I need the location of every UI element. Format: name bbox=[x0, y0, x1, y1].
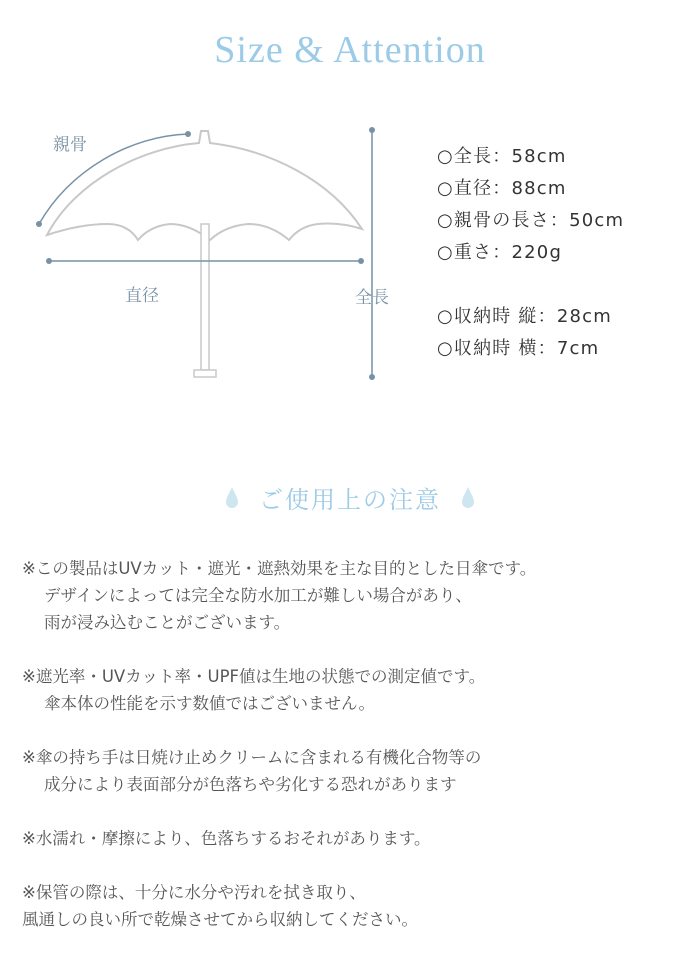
note-line: ※傘の持ち手は日焼け止めクリームに含まれる有機化合物等の bbox=[22, 748, 482, 767]
spec-weight: ○重さ：220g bbox=[437, 242, 563, 263]
umbrella-shaft bbox=[201, 224, 209, 370]
note-line: 傘本体の性能を示す数値ではございません。 bbox=[44, 694, 375, 713]
water-drop-icon bbox=[460, 486, 476, 510]
note-item bbox=[22, 879, 692, 933]
spec-total-length: ○全長：58cm bbox=[437, 146, 567, 167]
umbrella-size-diagram bbox=[0, 110, 430, 400]
notice-title: ご使用上の注意 bbox=[259, 486, 441, 514]
notice-heading bbox=[0, 480, 700, 520]
water-drop-icon bbox=[224, 486, 240, 510]
diameter-start-dot bbox=[46, 258, 52, 264]
diameter-label: 直径 bbox=[125, 286, 159, 306]
note-line: デザインによっては完全な防水加工が難しい場合があり、 bbox=[44, 586, 472, 605]
note-line: 雨が浸み込むことがございます。 bbox=[44, 613, 291, 632]
notes-list bbox=[22, 555, 692, 960]
total-length-bottom-dot bbox=[369, 374, 375, 380]
spec-folded-height: ○収納時 縦：28cm bbox=[437, 306, 612, 327]
note-line: ※遮光率・UVカット率・UPF値は生地の状態での測定値です。 bbox=[22, 667, 486, 686]
note-line: ※水濡れ・摩擦により、色落ちするおそれがあります。 bbox=[22, 829, 431, 848]
note-item bbox=[22, 825, 692, 852]
note-item bbox=[22, 555, 692, 636]
spec-diameter: ○直径：88cm bbox=[437, 178, 567, 199]
note-line: 風通しの良い所で乾燥させてから収納してください。 bbox=[22, 910, 418, 929]
rib-dimension-start-dot bbox=[36, 221, 42, 227]
diameter-end-dot bbox=[358, 258, 364, 264]
spec-folded-width: ○収納時 横：7cm bbox=[437, 338, 600, 359]
note-line: 成分により表面部分が色落ちや劣化する恐れがあります bbox=[44, 775, 457, 794]
note-line: ※この製品はUVカット・遮光・遮熱効果を主な目的とした日傘です。 bbox=[22, 559, 537, 578]
spec-rib-length: ○親骨の長さ：50cm bbox=[437, 210, 625, 231]
total-length-top-dot bbox=[369, 127, 375, 133]
rib-label: 親骨 bbox=[53, 135, 87, 155]
total-length-label: 全長 bbox=[355, 288, 389, 308]
spec-list bbox=[437, 141, 697, 365]
note-item bbox=[22, 663, 692, 717]
page-title: Size & Attention bbox=[214, 29, 486, 71]
note-item bbox=[22, 744, 692, 798]
umbrella-handle bbox=[194, 370, 216, 377]
note-line: ※保管の際は、十分に水分や汚れを拭き取り、 bbox=[22, 883, 366, 902]
rib-dimension-end-dot bbox=[185, 131, 191, 137]
